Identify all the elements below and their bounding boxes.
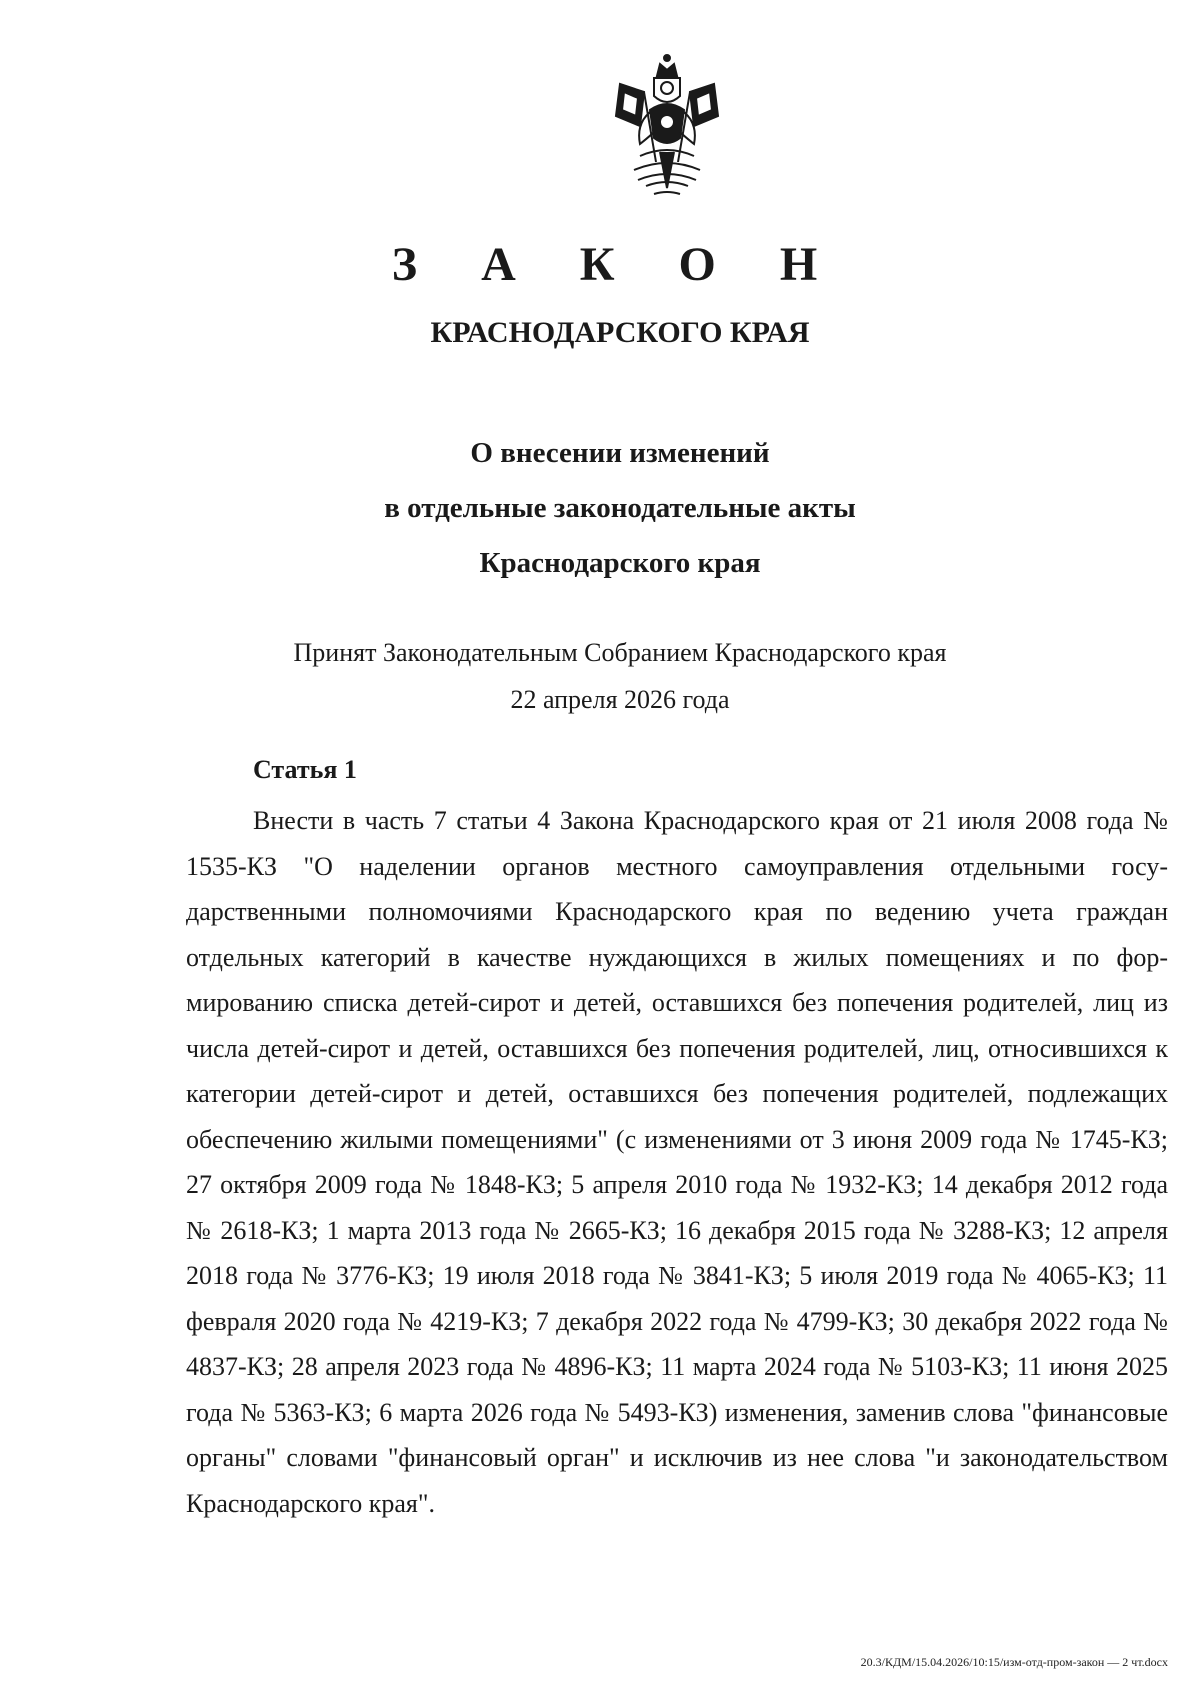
subject-line: О внесении изменений xyxy=(470,437,770,469)
article-heading: Статья 1 xyxy=(253,755,357,784)
adoption-note xyxy=(0,629,1200,723)
subject-line: Краснодарского края xyxy=(479,547,761,579)
adoption-body: Принят Законодательным Собранием Краснодарского края xyxy=(293,638,947,667)
article-text: Внести в часть 7 статьи 4 Закона Краснодарского края от 21 июля 2008 года № 1535-КЗ "О наделении органов местного самоуправления отдельными государственными полномочиями Краснодарского края по ведению учета граждан отдельных категорий в качестве нуждающихся в жилых помещениях и по формированию списка детей-сирот и детей, оставшихся без попечения родителей, лиц из числа детей-сирот и детей, оставшихся без попечения родителей, лиц, относившихся к категории детей-сирот и детей, оставшихся без попечения родителей, подлежащих обеспечению жилыми помещениями" (с изменениями от 3 июня 2009 года № 1745-КЗ; 27 октября 2009 года № 1848-КЗ; 5 апреля 2010 года № 1932-КЗ; 14 декабря 2012 года № 2618-КЗ; 1 марта 2013 года № 2665-КЗ; 16 декабря 2015 года № 3288-КЗ; 12 апреля 2018 года № 3776-КЗ; 19 июля 2018 года № 3841-КЗ; 5 июля 2019 года № 4065-КЗ; 11 февраля 2020 года № 4219-КЗ; 7 декабря 2022 года № 4799-КЗ; 30 декабря 2022 года № 4837-КЗ; 28 апреля 2023 года № 4896-КЗ; 11 марта 2024 года № 5103-КЗ; 11 июня 2025 года № 5363-КЗ; 6 марта 2026 года № 5493-КЗ) изменения, заменив слова "финансовые органы" словами "финансовый орган" и исключив из нее слова "и законодательством Краснодарского края". xyxy=(186,806,1168,1518)
document-file-code: 20.3/КДМ/15.04.2026/10:15/изм-отд-пром-закон — 2 чт.docx xyxy=(860,1655,1168,1669)
law-region: КРАСНОДАРСКОГО КРАЯ xyxy=(430,316,810,349)
law-subject xyxy=(0,426,1200,591)
subject-line: в отдельные законодательные акты xyxy=(384,492,856,524)
law-title: З А К О Н xyxy=(391,238,844,291)
adoption-date: 22 апреля 2026 года xyxy=(510,685,730,714)
coat-of-arms-icon xyxy=(610,52,725,202)
